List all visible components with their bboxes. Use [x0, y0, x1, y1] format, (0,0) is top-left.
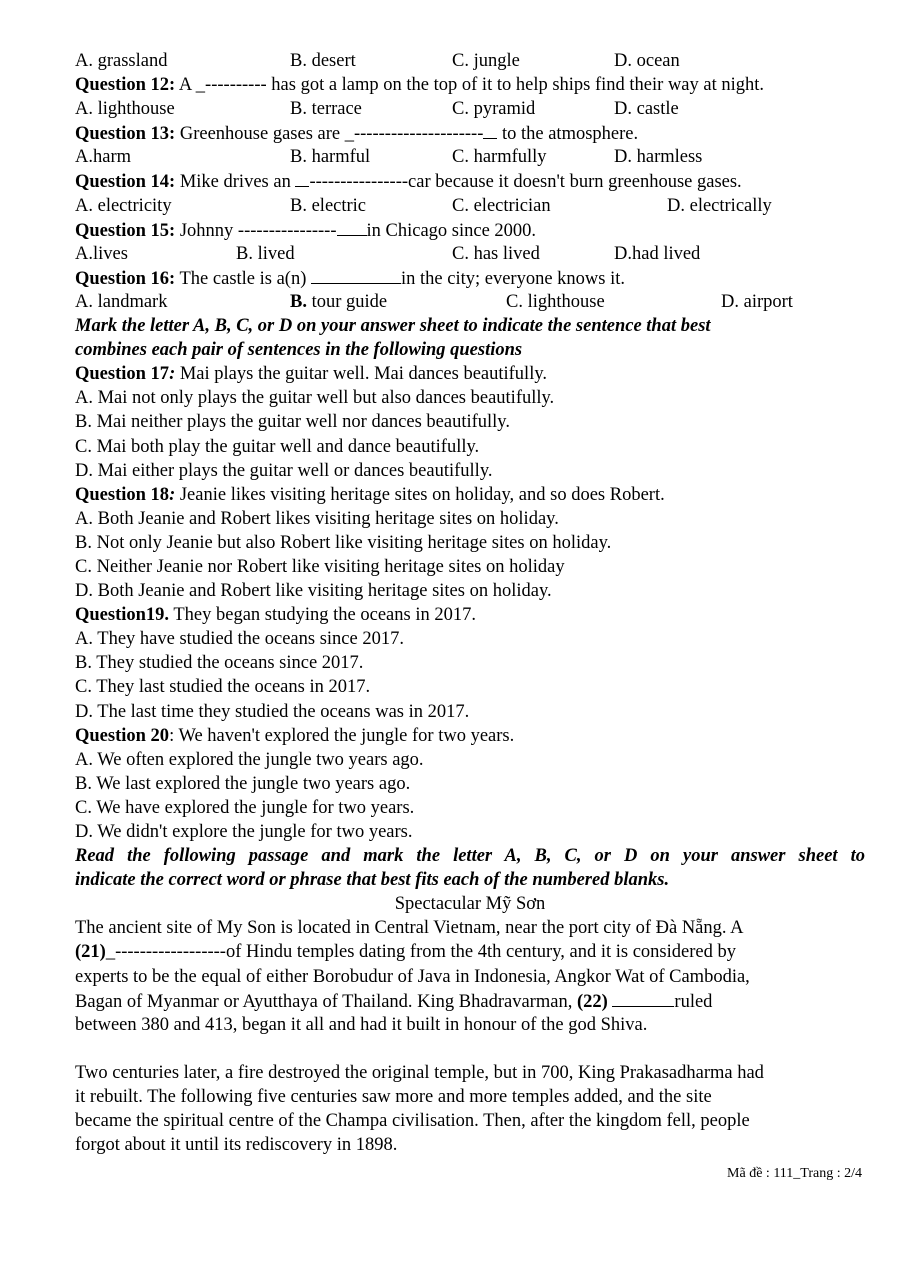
option-a: A.harm [75, 147, 131, 168]
exam-page [75, 49, 865, 1157]
question-text: to the atmosphere. [497, 124, 639, 145]
instruction-line: combines each pair of sentences in the following questions [75, 340, 523, 361]
option-a: A. Both Jeanie and Robert likes visiting heritage sites on holiday. [75, 508, 559, 529]
option-letter: B. [290, 291, 307, 312]
question-17 [75, 362, 865, 386]
question-12 [75, 73, 865, 97]
option-a: A. electricity [75, 195, 172, 216]
option-b: B. They studied the oceans since 2017. [75, 653, 364, 674]
question-label: Question 17 [75, 364, 170, 385]
option-d: D.had lived [614, 243, 701, 264]
q13-options [75, 145, 865, 169]
option-d: D. The last time they studied the oceans was in 2017. [75, 701, 470, 722]
option-b: B. electric [290, 195, 367, 216]
option-b: B. We last explored the jungle two years ago. [75, 773, 411, 794]
answer-blank: ---------------- [237, 220, 337, 241]
blank-number: (22) [576, 991, 608, 1012]
question-label: Question 15: [75, 220, 176, 241]
blank-number: (21) [75, 942, 106, 963]
q12-options [75, 97, 865, 121]
question-text: A [175, 75, 196, 96]
option-a: A. grassland [75, 51, 168, 71]
option-d: D. electrically [667, 195, 772, 216]
question-text: has got a lamp on the top of it to help ships find their way at night. [271, 75, 765, 96]
blank-underline [295, 169, 309, 187]
question-text: Mike drives an [175, 172, 296, 193]
question-13 [75, 121, 865, 145]
question-label: Question 16: [75, 268, 176, 289]
option-d: D. castle [614, 99, 679, 120]
question-text: in the city; everyone knows it. [401, 268, 626, 289]
question-20 [75, 724, 865, 748]
question-colon: : [169, 364, 176, 385]
answer-blank: ---------------- [309, 172, 409, 193]
option-a: A.lives [75, 243, 128, 264]
question-label: Question19. [75, 605, 170, 626]
question-text: Mai plays the guitar well. Mai dances beautifully. [175, 364, 548, 385]
option-b: B. terrace [290, 99, 362, 120]
option-c: C. electrician [452, 195, 551, 216]
blank-underline [311, 266, 401, 284]
question-text: They began studying the oceans in 2017. [169, 605, 476, 626]
answer-blank: _--------------------- [344, 124, 484, 145]
option-c: C. They last studied the oceans in 2017. [75, 677, 371, 698]
option-a: A. landmark [75, 291, 168, 312]
option-text: tour guide [306, 291, 388, 312]
passage-line: became the spiritual centre of the Champa civilisation. Then, after the kingdom fell, people [75, 1111, 750, 1132]
option-d: D. harmless [614, 147, 703, 168]
passage-line [75, 989, 865, 1013]
option-a: A. Mai not only plays the guitar well but also dances beautifully. [75, 388, 555, 409]
option-c: C. We have explored the jungle for two years. [75, 797, 415, 818]
passage-text: _------------------of Hindu temples dating from the 4th century, and it is considered by [105, 942, 736, 963]
answer-blank: _---------- [195, 75, 272, 96]
passage-line: The ancient site of My Son is located in Central Vietnam, near the port city of Đà Nẵng. A [75, 918, 744, 939]
passage-title: Spectacular Mỹ Sơn [394, 894, 546, 915]
q14-options [75, 194, 865, 218]
question-text: : We haven't explored the jungle for two years. [169, 725, 515, 746]
q11-options [75, 49, 865, 73]
question-text: car because it doesn't burn greenhouse gases. [408, 172, 742, 193]
option-d: D. Both Jeanie and Robert like visiting heritage sites on holiday. [75, 581, 552, 602]
question-16 [75, 266, 865, 290]
question-text: Johnny [175, 220, 238, 241]
instruction-line: Mark the letter A, B, C, or D on your answer sheet to indicate the sentence that best [75, 316, 711, 337]
option-c: C. has lived [452, 243, 540, 264]
question-19 [75, 603, 865, 627]
page-footer: Mã đề : 111_Trang : 2/4 [727, 1166, 862, 1181]
question-label: Question 14: [75, 172, 176, 193]
q16-options [75, 290, 865, 314]
q15-options [75, 242, 865, 266]
option-b: B. harmful [290, 147, 371, 168]
option-a: A. We often explored the jungle two years ago. [75, 749, 424, 770]
option-c: C. jungle [452, 51, 520, 71]
blank-underline [483, 121, 497, 139]
passage-line: forgot about it until its rediscovery in 1898. [75, 1135, 398, 1156]
blank-underline [612, 989, 674, 1007]
option-c: C. harmfully [452, 147, 547, 168]
option-c: C. Neither Jeanie nor Robert like visiting heritage sites on holiday [75, 556, 565, 577]
option-c: C. lighthouse [506, 291, 605, 312]
question-text: in Chicago since 2000. [366, 220, 537, 241]
passage-line: it rebuilt. The following five centuries saw more and more temples added, and the site [75, 1086, 712, 1107]
question-label: Question 12: [75, 75, 176, 96]
option-b: B. lived [236, 243, 295, 264]
passage-line: Two centuries later, a fire destroyed the original temple, but in 700, King Prakasadharma had [75, 1062, 764, 1083]
option-d: D. We didn't explore the jungle for two years. [75, 822, 413, 842]
question-text: The castle is a(n) [175, 268, 312, 289]
question-18 [75, 483, 865, 507]
option-b [290, 290, 387, 314]
option-d: D. airport [721, 291, 793, 312]
question-15 [75, 218, 865, 242]
option-a: A. lighthouse [75, 99, 175, 120]
question-14 [75, 169, 865, 193]
option-c: C. Mai both play the guitar well and dance beautifully. [75, 436, 480, 457]
blank-underline [337, 218, 367, 236]
option-c: C. pyramid [452, 99, 536, 120]
option-b: B. Not only Jeanie but also Robert like visiting heritage sites on holiday. [75, 532, 612, 553]
option-b: B. Mai neither plays the guitar well nor dances beautifully. [75, 412, 510, 433]
question-text: Jeanie likes visiting heritage sites on holiday, and so does Robert. [175, 484, 665, 505]
passage-text: Bagan of Myanmar or Ayutthaya of Thailand. King Bhadravarman, [75, 991, 577, 1012]
instruction-line: Read the following passage and mark the letter A, B, C, or D on your answer sheet to [75, 846, 865, 867]
passage-line: between 380 and 413, began it all and had it built in honour of the god Shiva. [75, 1014, 648, 1035]
option-a: A. They have studied the oceans since 2017. [75, 629, 404, 650]
passage-line [75, 940, 865, 964]
question-text: Greenhouse gases are [175, 124, 345, 145]
option-b: B. desert [290, 51, 356, 71]
instruction-line: indicate the correct word or phrase that best fits each of the numbered blanks. [75, 870, 670, 891]
option-d: D. ocean [614, 51, 680, 71]
passage-line: experts to be the equal of either Borobudur of Java in Indonesia, Angkor Wat of Cambodia, [75, 966, 750, 987]
question-label: Question 20 [75, 725, 170, 746]
question-label: Question 18 [75, 484, 170, 505]
passage-text: ruled [674, 991, 713, 1012]
question-colon: : [169, 484, 176, 505]
option-d: D. Mai either plays the guitar well or dances beautifully. [75, 460, 493, 481]
question-label: Question 13: [75, 124, 176, 145]
